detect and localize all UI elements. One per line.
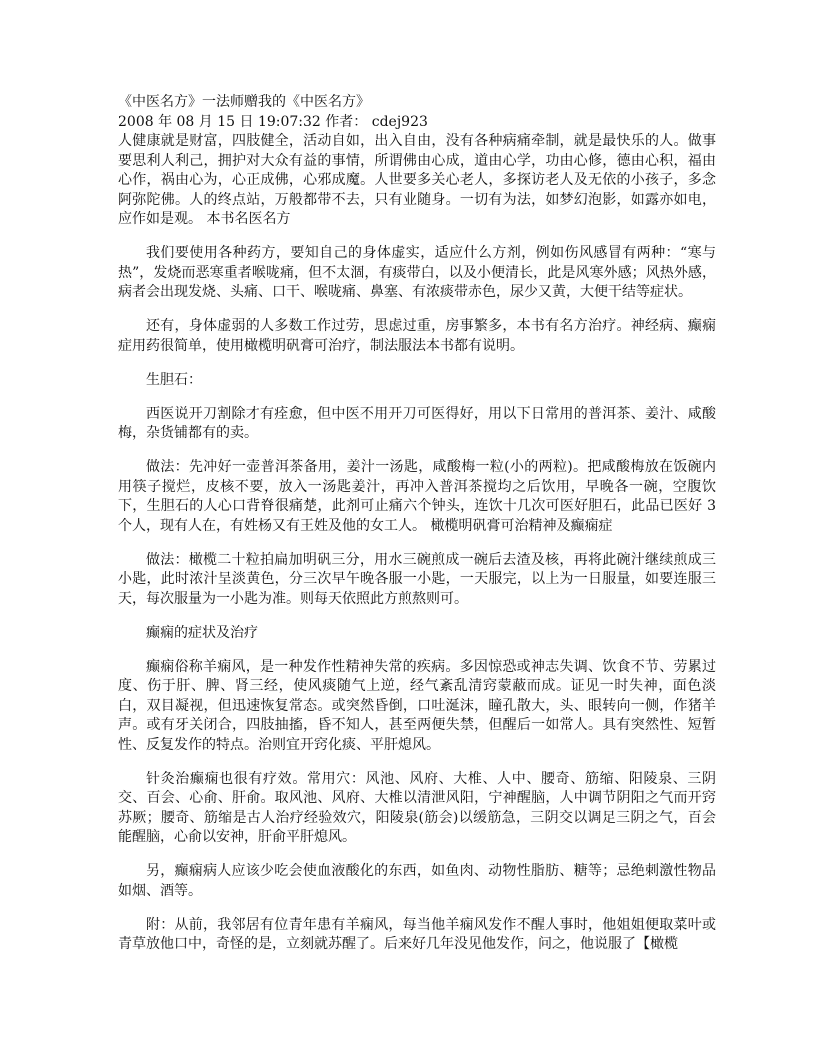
paragraph-cold-heat: 我们要使用各种药方，要知自己的身体虚实，适应什么方剂，例如伤风感冒有两种：“寒与热”，发烧而恶寒重者喉咙痛，但不太涸，有痰带白，以及小便清长，此是风寒外感；风热外感，病者会出现发烧、头痛、口干、喉咙痛、鼻塞、有浓痰带赤色，尿少又黄，大便干结等症状。 (118, 245, 716, 300)
document-page (118, 93, 716, 969)
document-header (118, 93, 716, 230)
document-title: 《中医名方》一法师赠我的《中医名方》 (118, 94, 370, 110)
paragraph-gallstone-method: 做法：先冲好一壶普洱茶备用，姜汁一汤匙，咸酸梅一粒(小的两粒)。把咸酸梅放在饭碗内用筷子搅烂，皮核不要，放入一汤匙姜汁，再冲入普洱茶搅均之后饮用，早晚各一碗，空腹饮下，生胆石的人心口背脊很痛楚，此剂可止痛六个钟头，连饮十几次可医好胆石，此品已医好 3 个人，现有人在，有姓杨又有王姓及他的女工人。 橄榄明矾膏可治精神及癫痫症 (118, 459, 716, 534)
paragraph-weakness: 还有，身体虚弱的人多数工作过劳，思虑过重，房事繁多，本书有名方治疗。神经病、癫痫症用药很简单，使用橄榄明矾膏可治疗，制法服法本书都有说明。 (118, 318, 716, 354)
section-heading-gallstone: 生胆石： (146, 371, 202, 388)
document-meta: 2008 年 08 月 15 日 19:07:32 作者： cdej923 (118, 113, 428, 130)
paragraph-acupuncture: 针灸治癫痫也很有疗效。常用穴：风池、风府、大椎、人中、腰奇、筋缩、阳陵泉、三阴交、百会、心俞、肝俞。取风池、风府、大椎以清泄风阳，宁神醒脑，人中调节阴阳之气而开窍苏厥；腰奇、筋缩是古人治疗经验效穴，阳陵泉(筋会)以缓筋急，三阴交以调足三阴之气，百会能醒脑，心俞以安神，肝俞平肝熄风。 (118, 770, 716, 845)
intro-paragraph: 人健康就是财富，四肢健全，活动自如，出入自由，没有各种病痛牵制，就是最快乐的人。做事要思利人利己，拥护对大众有益的事情，所谓佛由心成，道由心学，功由心修，德由心积，福由心作，祸由心为，心正成佛，心邪成魔。人世要多关心老人，多探访老人及无依的小孩子，多念阿弥陀佛。人的终点站，万般都带不去，只有业随身。一切有为法，如梦幻泡影，如露亦如电，应作如是观。 本书名医名方 (118, 133, 716, 227)
paragraph-diet: 另，癫痫病人应该少吃会使血液酸化的东西，如鱼肉、动物性脂肪、糖等；忌绝刺激性物品如烟、酒等。 (118, 863, 716, 899)
paragraph-anecdote: 附：从前，我邻居有位青年患有羊痫风，每当他羊痫风发作不醒人事时，他姐姐便取菜叶或青草放他口中，奇怪的是，立刻就苏醒了。后来好几年没见他发作，问之，他说服了【橄榄 (118, 916, 716, 952)
paragraph-epilepsy-symptoms: 癫痫俗称羊痫风，是一种发作性精神失常的疾病。多因惊恐或神志失调、饮食不节、劳累过度、伤于肝、脾、肾三经，使风痰随气上逆，经气紊乱清窍蒙蔽而成。证见一时失神，面色淡白，双目凝视，但迅速恢复常态。或突然昏倒，口吐涎沫，瞳孔散大，头、眼转向一侧，作猪羊声。或有牙关闭合，四肢抽搐，昏不知人，甚至两便失禁，但醒后一如常人。具有突然性、短暂性、反复发作的特点。治则宜开窍化痰、平肝熄风。 (118, 658, 716, 753)
paragraph-olive-method: 做法：橄榄二十粒拍扁加明矾三分，用水三碗煎成一碗后去渣及核，再将此碗汁继续煎成三小匙，此时浓汁呈淡黄色，分三次早午晚各服一小匙，一天服完，以上为一日服量，如要连服三天，每次服量为一小匙为准。则每天依照此方煎熬则可。 (118, 551, 716, 607)
section-heading-epilepsy: 癫痫的症状及治疗 (146, 624, 258, 641)
paragraph-gallstone-intro: 西医说开刀割除才有痊愈，但中医不用开刀可医得好，用以下日常用的普洱茶、姜汁、咸酸梅，杂货铺都有的卖。 (118, 405, 716, 441)
